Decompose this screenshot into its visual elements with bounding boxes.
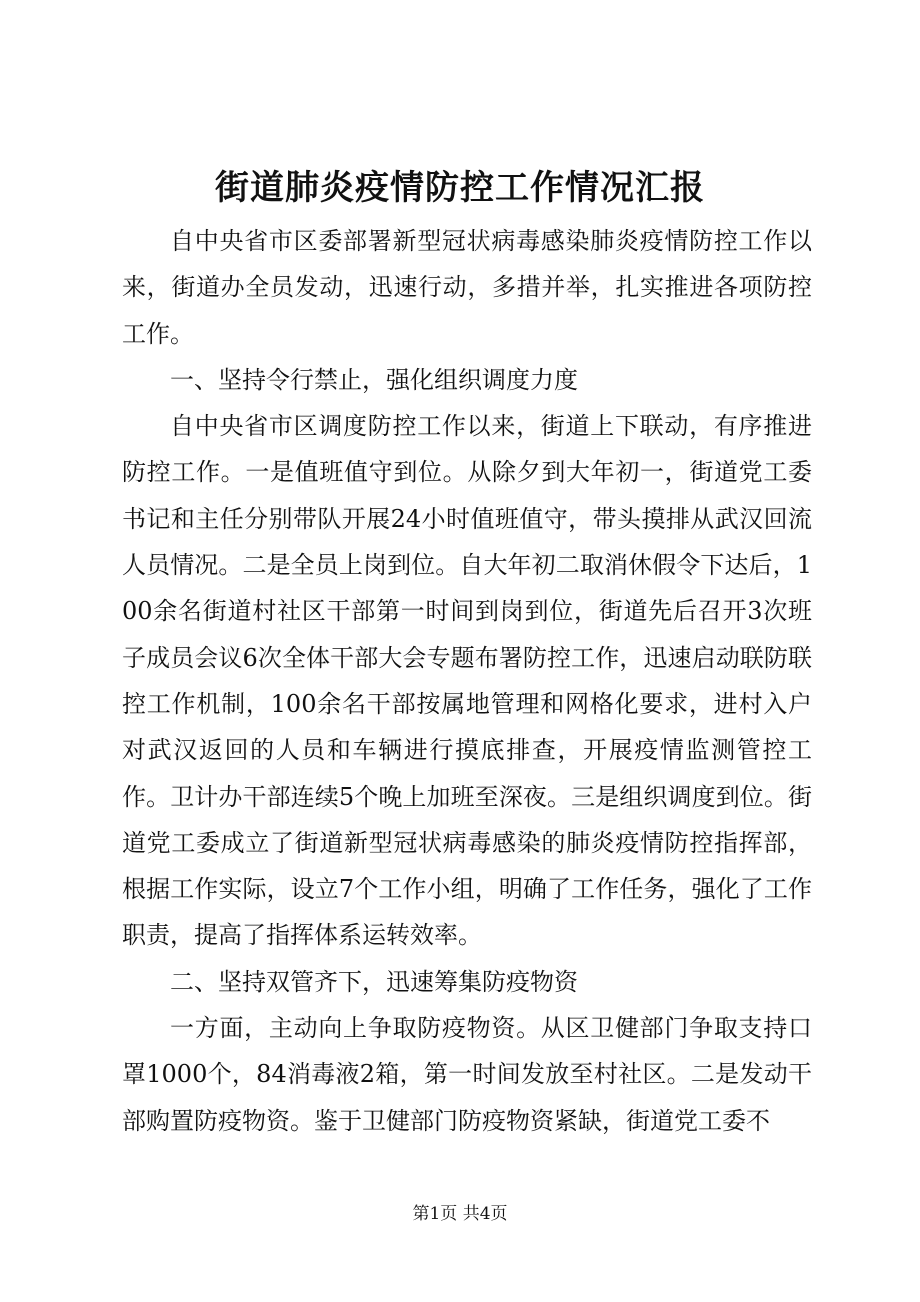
- document-body: [122, 218, 812, 1144]
- section-heading-2: 二、坚持双管齐下，迅速筹集防疫物资: [170, 967, 578, 996]
- page-footer: 第1页 共4页: [412, 1204, 508, 1224]
- section-1-paragraph: 自中央省市区调度防控工作以来，街道上下联动，有序推进防控工作。一是值班值守到位。从除夕到大年初一，街道党工委书记和主任分别带队开展24小时值班值守，带头摸排从武汉回流人员情况。二是全员上岗到位。自大年初二取消休假令下达后，100余名街道村社区干部第一时间到岗到位，街道先后召开3次班子成员会议6次全体干部大会专题布署防控工作，迅速启动联防联控工作机制，100余名干部按属地管理和网格化要求，进村入户对武汉返回的人员和车辆进行摸底排查，开展疫情监测管控工作。卫计办干部连续5个晚上加班至深夜。三是组织调度到位。街道党工委成立了街道新型冠状病毒感染的肺炎疫情防控指挥部，根据工作实际，设立7个工作小组，明确了工作任务，强化了工作职责，提高了指挥体系运转效率。: [122, 412, 812, 950]
- section-2-paragraph: 一方面，主动向上争取防疫物资。从区卫健部门争取支持口罩1000个，84消毒液2箱，第一时间发放至村社区。二是发动干部购置防疫物资。鉴于卫健部门防疫物资紧缺，街道党工委不: [122, 1014, 812, 1135]
- intro-paragraph: 自中央省市区委部署新型冠状病毒感染肺炎疫情防控工作以来，街道办全员发动，迅速行动，多措并举，扎实推进各项防控工作。: [122, 227, 812, 348]
- document-title: 街道肺炎疫情防控工作情况汇报: [215, 168, 705, 208]
- section-heading-1: 一、坚持令行禁止，强化组织调度力度: [170, 365, 578, 394]
